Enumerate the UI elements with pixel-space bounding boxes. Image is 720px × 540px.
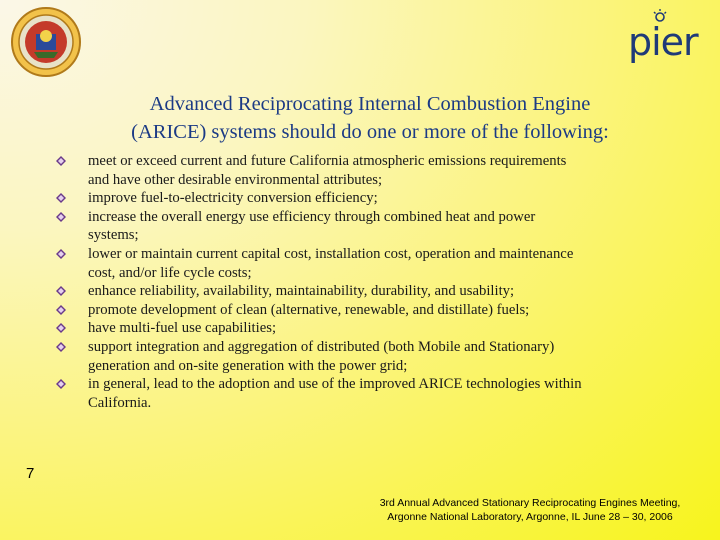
bullet-list	[56, 152, 676, 412]
bullet-line: systems;	[88, 227, 139, 244]
diamond-bullet-icon	[56, 286, 66, 296]
bullet-item	[56, 245, 676, 282]
diamond-bullet-icon	[56, 212, 66, 222]
bullet-line: improve fuel-to-electricity conversion efficiency;	[88, 190, 378, 207]
slide-title-line-2: (ARICE) systems should do one or more of the following:	[131, 121, 609, 143]
bullet-line: enhance reliability, availability, maintainability, durability, and usability;	[88, 283, 515, 300]
pier-logo-text: pier	[628, 20, 698, 64]
page-number: 7	[26, 465, 35, 482]
diamond-bullet-icon	[56, 305, 66, 315]
diamond-bullet-icon	[56, 193, 66, 203]
bullet-line: meet or exceed current and future California atmospheric emissions requirements	[88, 153, 567, 169]
bullet-line: have multi-fuel use capabilities;	[88, 320, 277, 337]
footer-line-1: 3rd Annual Advanced Stationary Reciprocating Engines Meeting,	[379, 497, 681, 509]
bullet-line: cost, and/or life cycle costs;	[88, 264, 252, 281]
bullet-item	[56, 208, 676, 245]
bullet-line: support integration and aggregation of distributed (both Mobile and Stationary)	[88, 338, 555, 355]
bullet-line: in general, lead to the adoption and use of the improved ARICE technologies within	[88, 376, 582, 393]
diamond-bullet-icon	[56, 342, 66, 352]
bullet-line: and have other desirable environmental attributes;	[88, 171, 383, 188]
bullet-line: generation and on-site generation with the power grid;	[88, 357, 408, 374]
footer	[340, 496, 720, 524]
bullet-line: promote development of clean (alternative, renewable, and distillate) fuels;	[88, 301, 530, 318]
diamond-bullet-icon	[56, 156, 66, 166]
bullet-item	[56, 375, 676, 412]
bullet-line: increase the overall energy use efficiency through combined heat and power	[88, 208, 536, 225]
bullet-item	[56, 282, 676, 301]
slide-title-line-1: Advanced Reciprocating Internal Combustion Engine	[149, 93, 591, 115]
commission-seal-icon	[10, 6, 82, 78]
bullet-item	[56, 152, 676, 189]
bullet-line: California.	[88, 394, 152, 411]
diamond-bullet-icon	[56, 379, 66, 389]
bullet-item	[56, 319, 676, 338]
bullet-item	[56, 301, 676, 320]
footer-line-2: Argonne National Laboratory, Argonne, IL June 28 – 30, 2006	[387, 511, 673, 523]
bullet-line: lower or maintain current capital cost, installation cost, operation and maintenance	[88, 245, 574, 262]
bullet-item	[56, 189, 676, 208]
diamond-bullet-icon	[56, 249, 66, 259]
bullet-item	[56, 338, 676, 375]
diamond-bullet-icon	[56, 323, 66, 333]
slide-title	[60, 90, 680, 146]
pier-logo	[628, 8, 708, 68]
